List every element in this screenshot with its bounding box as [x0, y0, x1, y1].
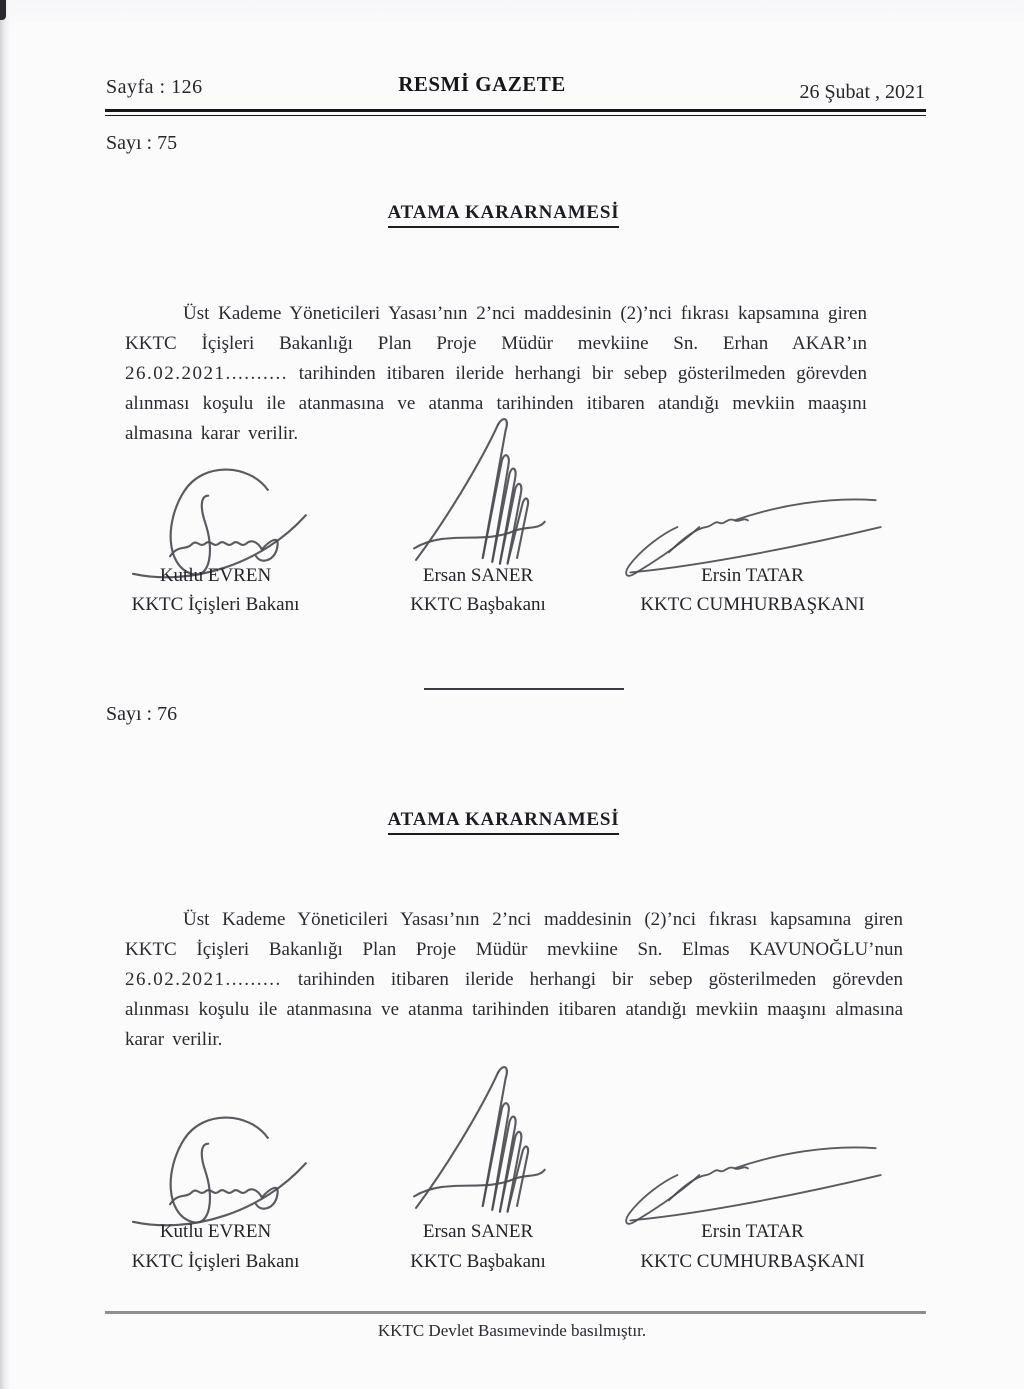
- signature-ersan-saner-icon: [403, 1063, 553, 1225]
- decree-2-title: ATAMA KARARNAMESİ: [388, 809, 620, 835]
- signatory-role: KKTC CUMHURBAŞKANI: [640, 594, 865, 615]
- decree-1-signature-block: [0, 415, 1024, 640]
- decree-1-date: 26.02.2021..........: [125, 363, 288, 384]
- signature-kutlu-evren-icon: [113, 1105, 318, 1240]
- signatory-role: KKTC Başbakanı: [410, 594, 546, 615]
- decree-2-signature-block: [0, 1063, 1024, 1288]
- decree-2-body-continuation: tarihinden itibaren ileride herhangi bir sebep gösterilmeden görevden alınması koşulu ile atanmasına ve atanma tarihinden itibaren atandığı mevkiin maaşını almasına karar verilir.: [125, 969, 903, 1050]
- section-divider: [424, 688, 624, 690]
- decree-number-75: Sayı : 75: [106, 132, 178, 154]
- signatory-role: KKTC Başbakanı: [410, 1251, 546, 1272]
- gazette-title: RESMİ GAZETE: [398, 72, 566, 96]
- signatory-role: KKTC İçişleri Bakanı: [131, 1251, 300, 1272]
- signatory-name: Ersan SANER: [422, 565, 534, 586]
- decree-2-title-row: [123, 809, 884, 835]
- footer-note: KKTC Devlet Basımevinde basılmıştır.: [377, 1321, 647, 1340]
- signatory-role: KKTC CUMHURBAŞKANI: [640, 1251, 865, 1272]
- header-page-number: Sayfa : 126: [106, 76, 203, 98]
- signatory-name: Ersin TATAR: [701, 1221, 804, 1242]
- signatory-name: Kutlu EVREN: [159, 565, 272, 586]
- decree-number-76: Sayı : 76: [106, 703, 178, 725]
- scan-top-fade: [10, 0, 1024, 34]
- signature-ersin-tatar-icon: [603, 1123, 903, 1228]
- header-date: 26 Şubat , 2021: [799, 81, 925, 103]
- decree-2-date: 26.02.2021.........: [125, 969, 282, 990]
- signatory-role: KKTC İçişleri Bakanı: [131, 594, 300, 615]
- signatory-name: Ersan SANER: [422, 1221, 534, 1242]
- decree-1-body-continuation: tarihinden itibaren ileride herhangi bir sebep gösterilmeden görevden alınması koşulu ile atanmasına ve atanma tarihinden itibaren atandığı mevkiin maaşını almasına karar verilir.: [125, 363, 867, 444]
- decree-1-title: ATAMA KARARNAMESİ: [388, 202, 620, 228]
- decree-2-body-text: Üst Kademe Yöneticileri Yasası’nın 2’nci maddesinin (2)’nci fıkrası kapsamına giren KKTC İçişleri Bakanlığı Plan Proje Müdür mevkiine Sn. Elmas KAVUNOĞLU’nun: [125, 909, 903, 960]
- decree-1-title-row: [123, 202, 884, 228]
- scan-corner-mark: [0, 0, 6, 20]
- decree-2-body: [125, 905, 903, 1055]
- decree-1-body-text: Üst Kademe Yöneticileri Yasası’nın 2’nci maddesinin (2)’nci fıkrası kapsamına giren KKTC İçişleri Bakanlığı Plan Proje Müdür mevkiine Sn. Erhan AKAR’ın: [125, 303, 867, 354]
- signature-ersan-saner-icon: [403, 415, 553, 577]
- header-rule: [105, 109, 926, 116]
- signatory-name: Ersin TATAR: [701, 565, 804, 586]
- footer-rule: [105, 1311, 926, 1314]
- signatory-name: Kutlu EVREN: [159, 1221, 272, 1242]
